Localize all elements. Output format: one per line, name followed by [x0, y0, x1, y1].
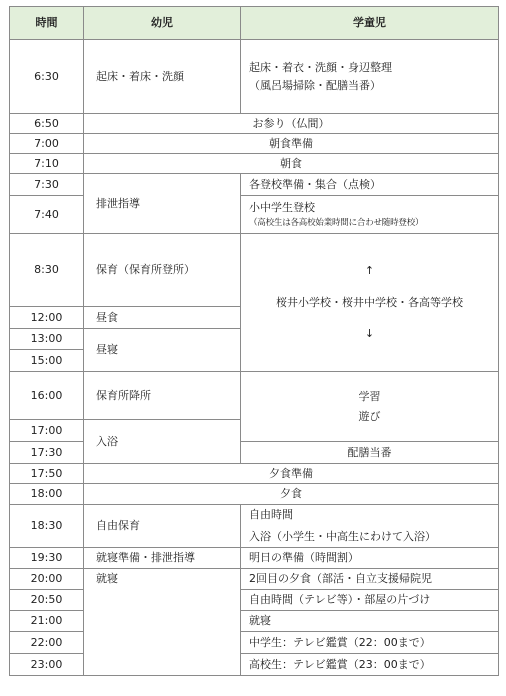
- student-cell: 自由時間（テレビ等）・部屋の片づけ: [241, 590, 499, 611]
- infant-cell: 就寝: [84, 569, 241, 676]
- time-cell: 12:00: [10, 307, 84, 329]
- time-cell: 13:00: [10, 329, 84, 350]
- infant-cell: 保育所降所: [84, 372, 241, 420]
- table-row: [10, 654, 499, 676]
- table-row: [10, 40, 499, 114]
- time-cell: 18:00: [10, 484, 84, 505]
- time-cell: 17:30: [10, 442, 84, 464]
- table-row: [10, 611, 499, 632]
- table-row: [10, 134, 499, 154]
- time-cell: 6:30: [10, 40, 84, 114]
- shared-cell: お参り（仏間）: [84, 114, 499, 134]
- time-cell: 7:00: [10, 134, 84, 154]
- student-cell: [241, 505, 499, 548]
- student-cell: [241, 40, 499, 114]
- student-cell: 配膳当番: [241, 442, 499, 464]
- time-cell: 15:00: [10, 350, 84, 372]
- shared-cell: 朝食: [84, 154, 499, 174]
- table-row: [10, 464, 499, 484]
- student-line: 学習: [358, 389, 381, 403]
- time-cell: 19:30: [10, 548, 84, 569]
- shared-cell: 朝食準備: [84, 134, 499, 154]
- table-row: [10, 590, 499, 611]
- student-line: （風呂場掃除・配膳当番）: [249, 78, 381, 92]
- infant-cell: 昼寝: [84, 329, 241, 372]
- header-row: [10, 7, 499, 40]
- student-cell: [241, 372, 499, 442]
- student-cell: 就寝: [241, 611, 499, 632]
- table-row: [10, 632, 499, 654]
- school-text: 桜井小学校・桜井中学校・各高等学校: [276, 295, 463, 309]
- infant-cell: 排泄指導: [84, 174, 241, 234]
- header-time: 時間: [10, 7, 84, 40]
- daily-schedule-table: [9, 6, 499, 676]
- student-cell: 明日の準備（時間割）: [241, 548, 499, 569]
- time-cell: 18:30: [10, 505, 84, 548]
- time-cell: 8:30: [10, 234, 84, 307]
- student-cell: [241, 196, 499, 234]
- student-cell: 各登校準備・集合（点検）: [241, 174, 499, 196]
- table-row: [10, 442, 499, 464]
- time-cell: 6:50: [10, 114, 84, 134]
- time-cell: 17:50: [10, 464, 84, 484]
- student-line: 入浴（小学生・中高生にわけて入浴）: [249, 530, 436, 543]
- student-school-cell: [241, 234, 499, 372]
- time-cell: 16:00: [10, 372, 84, 420]
- arrow-down-icon: ↓: [364, 327, 375, 341]
- table-row: [10, 484, 499, 505]
- table-row: [10, 114, 499, 134]
- time-cell: 17:00: [10, 420, 84, 442]
- arrow-up-icon: ↑: [364, 263, 375, 277]
- time-cell: 20:00: [10, 569, 84, 590]
- student-line: 自由時間: [249, 508, 293, 522]
- shared-cell: 夕食: [84, 484, 499, 505]
- student-line: 遊び: [358, 409, 381, 423]
- table-row: [10, 234, 499, 307]
- header-infant: 幼児: [84, 7, 241, 40]
- header-student: 学童児: [241, 7, 499, 40]
- table-row: [10, 505, 499, 548]
- table-row: [10, 548, 499, 569]
- student-line: （高校生は各高校始業時間に合わせ随時登校）: [249, 217, 424, 228]
- table-row: [10, 174, 499, 196]
- infant-cell: 昼食: [84, 307, 241, 329]
- table-row: [10, 196, 499, 234]
- table-row: [10, 154, 499, 174]
- student-cell: 高校生：テレビ鑑賞（23：00まで）: [241, 654, 499, 676]
- student-cell: 2回目の夕食（部活・自立支援帰院児: [241, 569, 499, 590]
- infant-cell: 就寝準備・排泄指導: [84, 548, 241, 569]
- student-line: 起床・着衣・洗顔・身辺整理: [249, 60, 392, 74]
- infant-cell: 起床・着床・洗顔: [84, 40, 241, 114]
- time-cell: 7:30: [10, 174, 84, 196]
- infant-cell: 入浴: [84, 420, 241, 464]
- infant-cell: 自由保育: [84, 505, 241, 548]
- table-row: [10, 372, 499, 420]
- table-row: [10, 569, 499, 590]
- time-cell: 22:00: [10, 632, 84, 654]
- infant-cell: 保育（保育所登所）: [84, 234, 241, 307]
- student-line: 小中学生登校: [249, 200, 315, 214]
- time-cell: 23:00: [10, 654, 84, 676]
- time-cell: 7:10: [10, 154, 84, 174]
- schedule-wrapper: [9, 6, 499, 676]
- time-cell: 21:00: [10, 611, 84, 632]
- time-cell: 7:40: [10, 196, 84, 234]
- student-cell: 中学生：テレビ鑑賞（22：00まで）: [241, 632, 499, 654]
- shared-cell: 夕食準備: [84, 464, 499, 484]
- time-cell: 20:50: [10, 590, 84, 611]
